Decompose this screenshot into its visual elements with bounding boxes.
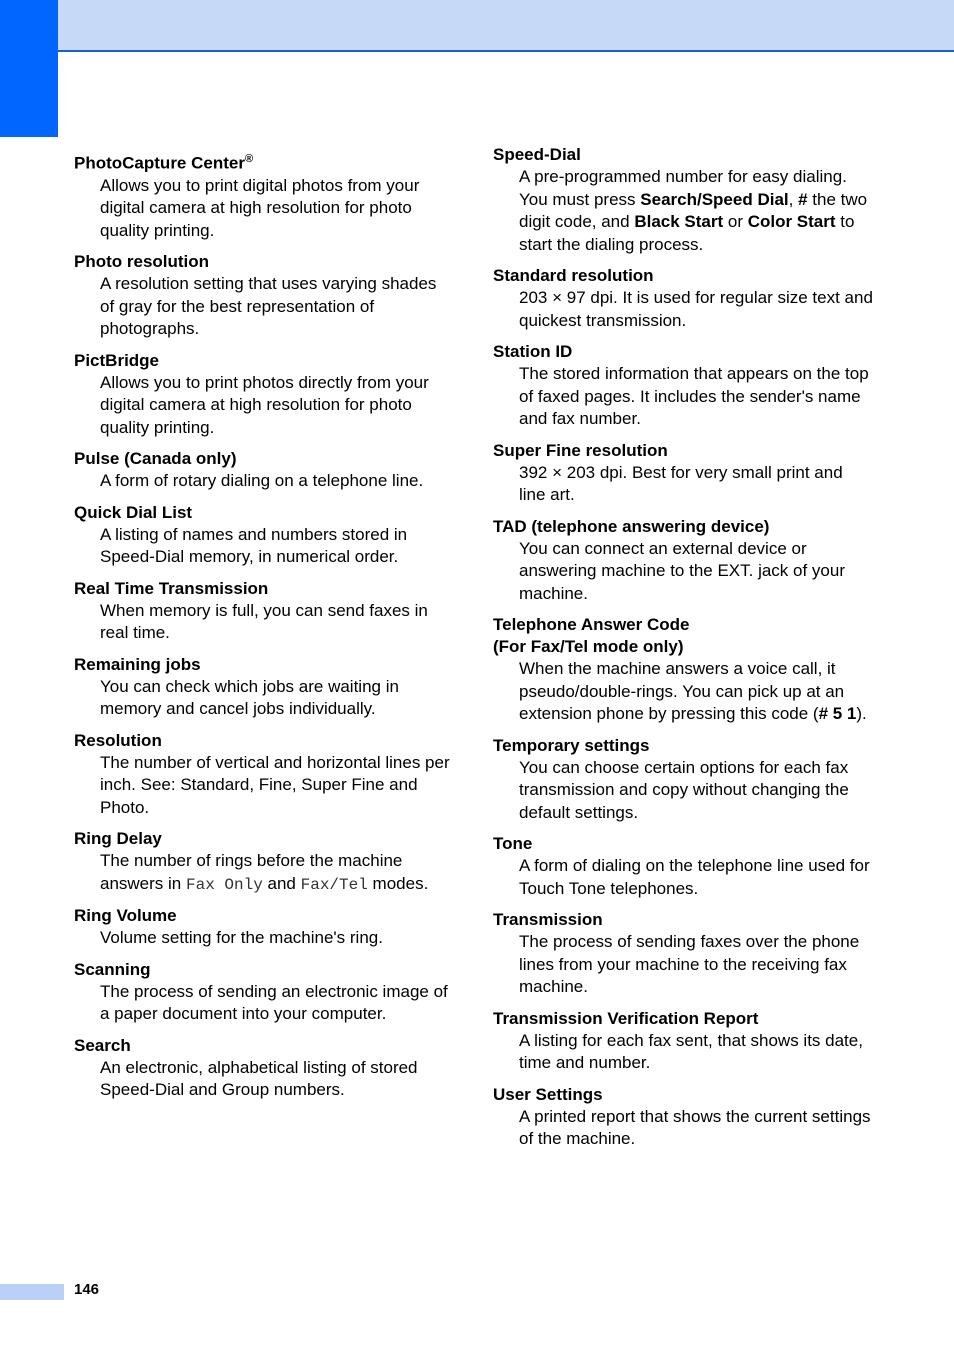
glossary-term: Quick Dial List xyxy=(74,502,193,522)
glossary-definition: A listing of names and numbers stored in Speed-Dial memory, in numerical order. xyxy=(100,524,408,567)
lcd-text: Fax Only xyxy=(185,875,263,894)
glossary-entry xyxy=(493,909,873,999)
glossary-term: Tone xyxy=(493,834,533,853)
glossary-entry xyxy=(74,905,454,950)
glossary-definition: The number of rings before the machine answers in Fax Only and Fax/Tel modes. xyxy=(100,851,429,894)
glossary-entry xyxy=(74,959,454,1026)
chapter-tab xyxy=(0,0,58,137)
glossary-term: Speed-Dial xyxy=(493,145,581,164)
glossary-entry xyxy=(493,144,873,256)
glossary-definition: Allows you to print digital photos from your digital camera at high resolution for photo quality printing. xyxy=(100,175,420,240)
glossary-term: Station ID xyxy=(493,342,573,361)
glossary-entry xyxy=(74,148,454,242)
glossary-term: User Settings xyxy=(493,1084,603,1104)
glossary-term: Telephone Answer Code xyxy=(493,615,690,634)
glossary-entry xyxy=(74,251,454,341)
glossary-entry xyxy=(493,1084,873,1151)
glossary-definition: When memory is full, you can send faxes in real time. xyxy=(100,600,428,643)
glossary-definition: A form of rotary dialing on a telephone line. xyxy=(100,471,424,491)
glossary-column-left xyxy=(74,148,454,1111)
glossary-entry xyxy=(493,516,873,606)
glossary-entry xyxy=(493,735,873,825)
key-name: Search/Speed Dial xyxy=(640,189,789,209)
glossary-term: Search xyxy=(74,1035,131,1055)
glossary-definition: 392 × 203 dpi. Best for very small print and line art. xyxy=(519,462,843,504)
glossary-entry xyxy=(74,350,454,440)
glossary-entry xyxy=(493,614,873,726)
glossary-definition: 203 × 97 dpi. It is used for regular size text and quickest transmission. xyxy=(519,288,873,330)
glossary-term: Resolution xyxy=(74,730,162,750)
glossary-entry xyxy=(74,1035,454,1102)
glossary-definition: Volume setting for the machine's ring. xyxy=(100,928,383,948)
glossary-term: Scanning xyxy=(74,959,151,979)
header-band xyxy=(0,0,954,52)
glossary-definition: You can check which jobs are waiting in memory and cancel jobs individually. xyxy=(100,676,399,719)
glossary-definition: A printed report that shows the current settings of the machine. xyxy=(519,1106,871,1148)
page-number: 146 xyxy=(74,1281,100,1298)
glossary-term: Super Fine resolution xyxy=(493,440,668,460)
glossary-term: Ring Delay xyxy=(74,829,162,849)
glossary-definition: The process of sending an electronic image of a paper document into your computer. xyxy=(100,981,448,1024)
lcd-text: Fax/Tel xyxy=(300,875,368,894)
glossary-entry xyxy=(493,341,873,431)
glossary-entry xyxy=(74,730,454,820)
glossary-definition: The number of vertical and horizontal lines per inch. See: Standard, Fine, Super Fine and Photo. xyxy=(100,752,450,817)
glossary-definition: When the machine answers a voice call, it pseudo/double-rings. You can pick up at an extension phone by pressing this code (# 5 1). xyxy=(519,659,867,723)
glossary-definition: Allows you to print photos directly from your digital camera at high resolution for photo quality printing. xyxy=(100,372,429,437)
glossary-definition: A resolution setting that uses varying shades of gray for the best representation of photographs. xyxy=(100,274,437,339)
glossary-definition: You can choose certain options for each fax transmission and copy without changing the default settings. xyxy=(519,757,849,822)
glossary-definition: A form of dialing on the telephone line used for Touch Tone telephones. xyxy=(519,856,870,898)
glossary-term: Standard resolution xyxy=(493,266,654,285)
footer-bar xyxy=(0,1284,64,1300)
glossary-term: Photo resolution xyxy=(74,252,210,272)
glossary-term: TAD (telephone answering device) xyxy=(493,516,770,536)
glossary-definition: A pre-programmed number for easy dialing. You must press Search/Speed Dial, # the two digit code, and Black Start or Color Start to start the dialing process. xyxy=(519,167,868,254)
key-code: # 5 1 xyxy=(818,704,857,723)
glossary-term-qualifier: (For Fax/Tel mode only) xyxy=(493,637,684,656)
glossary-definition: A listing for each fax sent, that shows its date, time and number. xyxy=(519,1030,863,1072)
glossary-term: Real Time Transmission xyxy=(74,578,269,598)
glossary-term: Transmission xyxy=(493,910,603,929)
glossary-term: PictBridge xyxy=(74,350,160,370)
glossary-definition: An electronic, alphabetical listing of stored Speed-Dial and Group numbers. xyxy=(100,1057,418,1100)
glossary-column-right xyxy=(493,144,873,1160)
glossary-entry xyxy=(74,654,454,721)
glossary-entry xyxy=(493,833,873,900)
key-name: Black Start xyxy=(634,212,724,231)
glossary-term: Temporary settings xyxy=(493,735,650,755)
key-name: # xyxy=(798,189,808,209)
glossary-term: Ring Volume xyxy=(74,906,177,926)
glossary-definition: The process of sending faxes over the phone lines from your machine to the receiving fax machine. xyxy=(519,932,860,996)
glossary-entry xyxy=(74,502,454,569)
glossary-definition: The stored information that appears on the top of faxed pages. It includes the sender's name and fax number. xyxy=(519,364,869,428)
glossary-definition: You can connect an external device or answering machine to the EXT. jack of your machine. xyxy=(519,538,845,603)
glossary-entry xyxy=(493,440,873,507)
key-name: Color Start xyxy=(747,212,836,231)
glossary-entry xyxy=(74,448,454,493)
glossary-term: PhotoCapture Center® xyxy=(74,153,254,173)
glossary-term: Pulse (Canada only) xyxy=(74,449,237,469)
glossary-entry xyxy=(74,828,454,896)
glossary-term: Transmission Verification Report xyxy=(493,1008,759,1028)
glossary-entry xyxy=(493,1008,873,1075)
glossary-entry xyxy=(493,265,873,332)
glossary-entry xyxy=(74,578,454,645)
glossary-term: Remaining jobs xyxy=(74,654,201,674)
